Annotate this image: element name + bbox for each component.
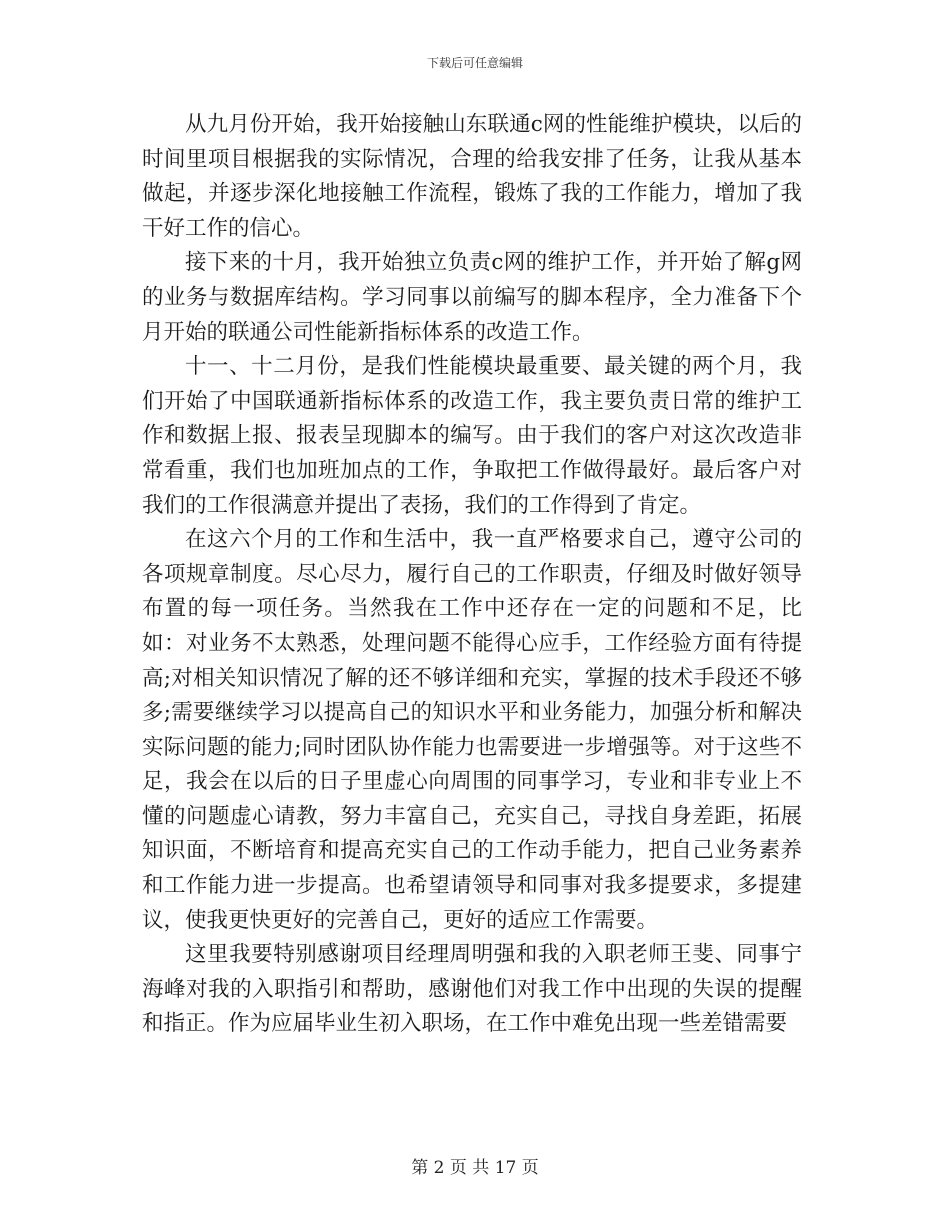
header-note: 下载后可任意编辑	[426, 56, 523, 70]
paragraph: 这里我要特别感谢项目经理周明强和我的入职老师王斐、同事宁海峰对我的入职指引和帮助，感谢他们对我工作中出现的失误的提醒和指正。作为应届毕业生初入职场，在工作中难免出现一些差错需要	[142, 942, 802, 1037]
paragraph: 接下来的十月，我开始独立负责c网的维护工作，并开始了解g网的业务与数据库结构。学习同事以前编写的脚本程序，全力准备下个月开始的联通公司性能新指标体系的改造工作。	[142, 250, 802, 345]
document-body	[142, 108, 802, 1042]
paragraph: 在这六个月的工作和生活中，我一直严格要求自己，遵守公司的各项规章制度。尽心尽力，履行自己的工作职责，仔细及时做好领导布置的每一项任务。当然我在工作中还存在一定的问题和不足，比如：对业务不太熟悉，处理问题不能得心应手，工作经验方面有待提高;对相关知识情况了解的还不够详细和充实，掌握的技术手段还不够多;需要继续学习以提高自己的知识水平和业务能力，加强分析和解决实际问题的能力;同时团队协作能力也需要进一步增强等。对于这些不足，我会在以后的日子里虚心向周围的同事学习，专业和非专业上不懂的问题虚心请教，努力丰富自己，充实自己，寻找自身差距，拓展知识面，不断培育和提高充实自己的工作动手能力，把自己业务素养和工作能力进一步提高。也希望请领导和同事对我多提要求，多提建议，使我更快更好的完善自己，更好的适应工作需要。	[142, 527, 802, 933]
paragraph: 十一、十二月份，是我们性能模块最重要、最关键的两个月，我们开始了中国联通新指标体系的改造工作，我主要负责日常的维护工作和数据上报、报表呈现脚本的编写。由于我们的客户对这次改造非常看重，我们也加班加点的工作，争取把工作做得最好。最后客户对我们的工作很满意并提出了表扬，我们的工作得到了肯定。	[142, 354, 802, 518]
page-number: 第 2 页 共 17 页	[411, 1158, 539, 1178]
paragraph: 从九月份开始，我开始接触山东联通c网的性能维护模块，以后的时间里项目根据我的实际情况，合理的给我安排了任务，让我从基本做起，并逐步深化地接触工作流程，锻炼了我的工作能力，增加了我干好工作的信心。	[142, 112, 802, 241]
